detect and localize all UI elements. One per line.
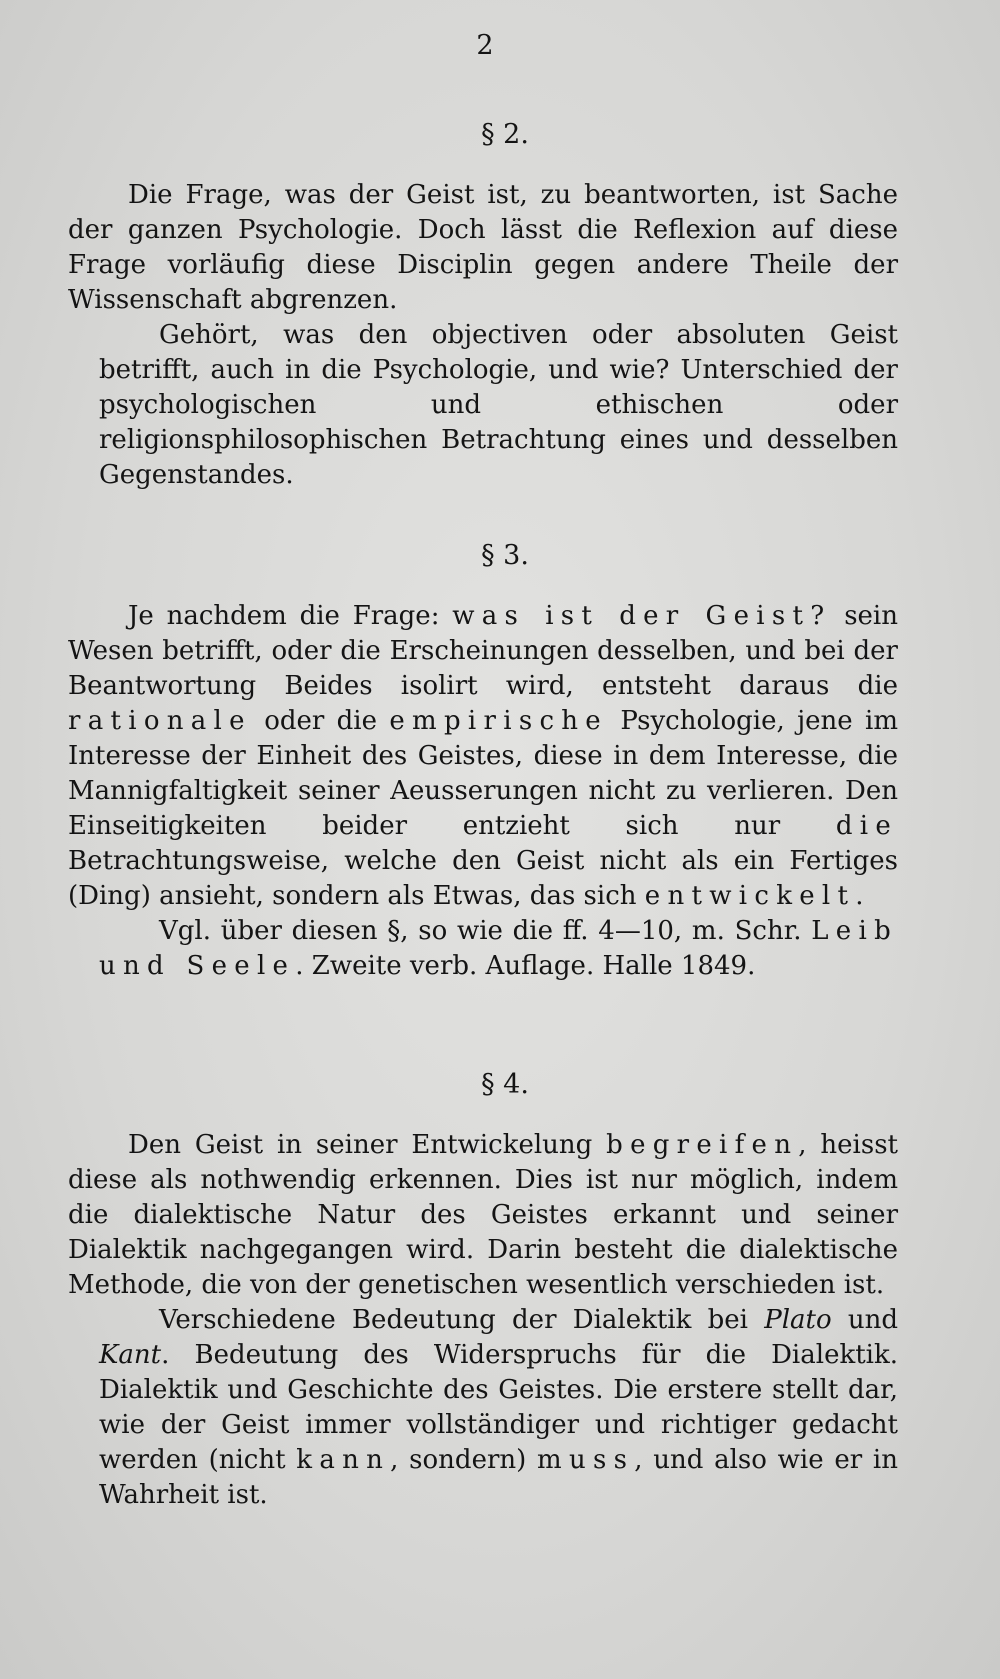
section-2 xyxy=(68,117,898,493)
section-heading: § 3. xyxy=(481,540,529,571)
section-heading: § 2. xyxy=(481,119,529,150)
emphasis: muss xyxy=(537,1445,635,1475)
emphasis: kann xyxy=(296,1445,391,1475)
section-heading: § 4. xyxy=(481,1069,529,1100)
section-note: Gehört, was den objectiven oder absoluten Geist betrifft, auch in die Psychologie, und wie? Unterschied der psychologischen und ethischen oder religionsphilosophischen Betrachtung eines und desselben Gegenstandes. xyxy=(99,320,898,490)
section-3 xyxy=(68,538,898,984)
page-number: 2 xyxy=(476,30,494,61)
emphasis: empirische xyxy=(389,706,608,736)
emphasis: Leib und Seele xyxy=(99,916,898,981)
emphasis: was ist der Geist? xyxy=(452,601,832,631)
section-paragraph: Die Frage, was der Geist ist, zu beantworten, ist Sache der ganzen Psychologie. Doch lässt die Reflexion auf diese Frage vorläufig diese Disciplin gegen andere Theile der Wissenschaft abgrenzen. xyxy=(68,180,898,315)
section-paragraph: Den Geist in seiner Entwickelung begreifen, heisst diese als nothwendig erkennen. Dies ist nur möglich, indem die dialektische Natur des Geistes erkannt und seiner Dialektik nachgegangen wird. Darin besteht die dialektische Methode, die von der genetischen wesentlich verschieden ist. xyxy=(68,1130,898,1300)
emphasis: Plato xyxy=(764,1305,832,1335)
section-note: Vgl. über diesen §, so wie die ff. 4—10, m. Schr. Leib und Seele. Zweite verb. Auflage. Halle 1849. xyxy=(99,916,898,981)
section-paragraph: Je nachdem die Frage: was ist der Geist? sein Wesen betrifft, oder die Erscheinungen desselben, und bei der Beantwortung Beides isolirt wird, entsteht daraus die rationale oder die empirische Psychologie, jene im Interesse der Einheit des Geistes, diese in dem Interesse, die Mannigfaltigkeit seiner Aeusserungen nicht zu verlieren. Den Einseitigkeiten beider entzieht sich nur die Betrachtungsweise, welche den Geist nicht als ein Fertiges (Ding) ansieht, sondern als Etwas, das sich entwickelt. xyxy=(68,601,898,911)
section-note: Verschiedene Bedeutung der Dialektik bei Plato und Kant. Bedeutung des Widerspruchs für die Dialektik. Dialektik und Geschichte des Geistes. Die erstere stellt dar, wie der Geist immer vollständiger und richtiger gedacht werden (nicht kann, sondern) muss, und also wie er in Wahrheit ist. xyxy=(99,1305,898,1510)
section-4 xyxy=(68,1067,898,1513)
emphasis: entwickelt xyxy=(644,881,856,911)
emphasis: begreifen xyxy=(606,1130,799,1160)
emphasis: Kant xyxy=(99,1340,162,1370)
emphasis: die xyxy=(835,811,898,841)
emphasis: rationale xyxy=(68,706,252,736)
